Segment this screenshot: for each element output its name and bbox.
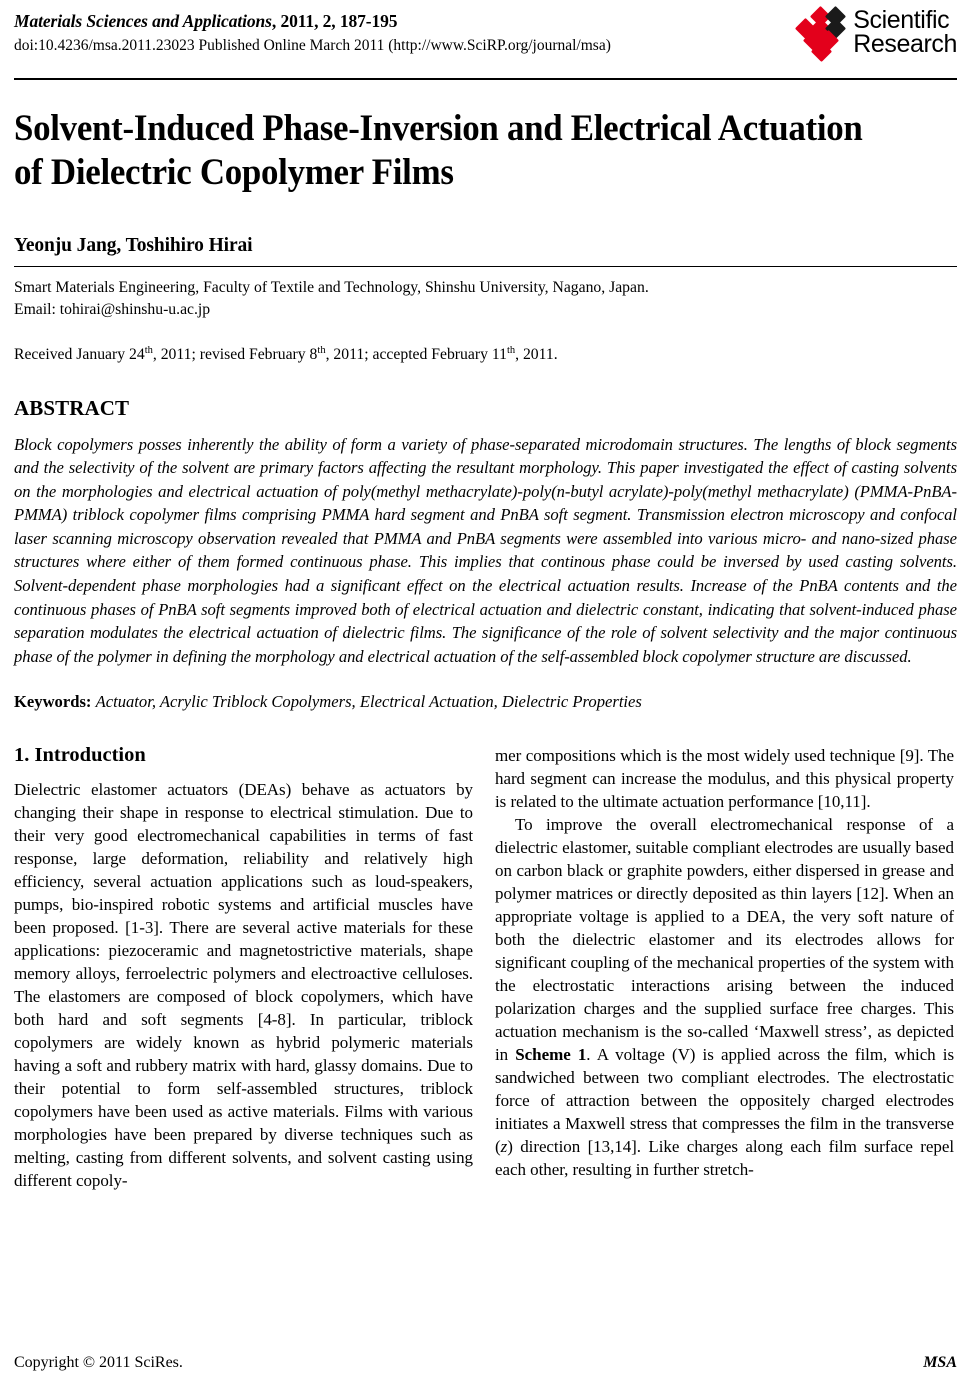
paragraph-part-a: To improve the overall electromechanical response of a dielectric elastomer, suitable compliant electrodes are usually based on carbon black or graphite powders, either dispersed in grease and polymer matrices or directly deposited as thin layers [12]. When an appropriate voltage is applied to a DEA, the very soft nature of both the dielectric elastomer and its electrodes allows for significant coupling of the mechanical properties of the system with the electrostatic interactions arising between the induced polarization charges and the supplied surface free charges. This actuation mechanism is the so-called ‘Maxwell stress’, as depicted in [495,814,954,1065]
paragraph-part-b: . A voltage (V) is applied across the film, which is sandwiched between two compliant electrodes. The electrostatic force of attraction between the oppositely charged electrodes initiates a Maxwell stress that compresses the film in the transverse ( [495,1045,955,1157]
paragraph [495,813,954,1182]
publisher-logo [795,8,957,59]
page-title: Solvent-Induced Phase-Inversion and Electrical Actuation of Dielectric Copolymer Films [14,108,863,194]
abstract-heading: ABSTRACT [14,395,130,420]
received-sup-3: th [506,345,516,357]
keywords-line [14,690,957,714]
paragraph: mer compositions which is the most widely used technique [9]. The hard segment can increase the modulus, and this physical property is related to the ultimate actuation performance [10,11]. [495,745,954,811]
body-columns [14,744,957,1193]
journal-citation-line [14,10,814,34]
received-mid-1: , 2011; revised February 8 [152,346,318,364]
paragraph: Dielectric elastomer actuators (DEAs) behave as actuators by changing their shape in response to electrical stimulation. Due to their very good electromechanical capabilities in terms of fast response, large deformation, reliability and relatively high efficiency, several actuation applications such as loud-speakers, pumps, bio-inspired robotic systems and artificial muscles have been proposed. [1-3]. There are several active materials for these applications: piezoceramic and magnetostrictive materials, shape memory alloys, ferroelectric polymers and electroactive celluloses. The elastomers are composed of block copolymers, which have both hard and soft segments [4-8]. In particular, triblock copolymers are widely known as hybrid polymeric materials having a soft and rubbery matrix with hard, glassy domains. Due to their potential to form self-assembled structures, triblock copolymers have been used as active materials. Films with various morphologies have been prepared by diverse techniques such as melting, casting from different solvents, and solvent casting using different copoly- [14,779,473,1191]
publisher-name-line1: Scientific [853,6,950,34]
publisher-name [853,8,957,59]
email-line: Email: tohirai@shinshu-u.ac.jp [14,300,211,318]
publisher-name-line2: Research [853,30,957,59]
axis-symbol: z [500,1137,508,1157]
section-heading-introduction: 1. Introduction [14,743,146,766]
received-tail: , 2011. [515,346,558,364]
scheme-reference: Scheme 1 [515,1045,587,1065]
keywords-values: Actuator, Acrylic Triblock Copolymers, Electrical Actuation, Dielectric Properties [95,692,642,712]
diamond-logo-icon [795,8,847,58]
affiliation-line: Smart Materials Engineering, Faculty of Textile and Technology, Shinshu University, Nagano, Japan. [14,278,649,296]
masthead-text [14,10,814,56]
received-sup-1: th [144,345,153,357]
received-mid-2: , 2011; accepted February 11 [325,346,507,364]
paragraph-part-c: ) direction [13,14]. Like charges along each film surface repel each other, resulting in further stretch- [495,1137,954,1180]
doi-line: doi:10.4236/msa.2011.23023 Published Online March 2011 (http://www.SciRP.org/journal/msa) [14,36,611,54]
received-dates [14,344,957,367]
received-pre: Received January 24 [14,346,145,364]
journal-abbreviation: MSA [923,1354,957,1371]
keywords-label [14,692,96,711]
received-sup-2: th [317,345,326,357]
right-column [495,744,954,1193]
masthead [14,6,957,72]
copyright-text: Copyright © 2011 SciRes. [14,1354,183,1371]
journal-issue-citation: , 2011, 2, 187-195 [271,11,398,31]
affiliation-block [14,277,957,322]
author-divider [14,266,957,267]
left-column [14,744,473,1193]
abstract-text: Block copolymers posses inherently the ability of form a variety of phase-separated microdomain structures. The lengths of block segments and the selectivity of the solvent are primary factors affecting the resultant morphology. This paper investigated the effect of casting solvents on the morphologies and electrical actuation of poly(methyl methacrylate)-poly(n-butyl acrylate)-poly(methyl methacrylate) (PMMA-PnBA-PMMA) triblock copolymer films comprising PMMA hard segment and PnBA soft segment. Transmission electron microscopy and confocal laser scanning microscopy observation revealed that PMMA and PnBA segments were assembled into various micro- and nano-sized phase structures where either of them formed continuous phase. This implies that continous phase could be inversed by used casting solvents. Solvent-dependent phase morphologies had a significant effect on the electrical actuation results. Increase of the PnBA contents and the continuous phases of PnBA soft segments improved both of electrical actuation and dielectric constant, indicating that solvent-induced phase separation modulates the electrical actuation of dielectric films. The significance of the role of solvent selectivity and the major continuous phase of the polymer in defining the morphology and electrical actuation of the self-assembled block copolymer structure are discussed. [14,434,957,666]
journal-name: Materials Sciences and Applications [14,11,272,31]
keywords-separator: : [85,692,96,712]
author-list: Yeonju Jang, Toshihiro Hirai [14,234,253,256]
masthead-divider [14,78,957,80]
page-footer [14,1354,957,1372]
keywords-label-text: Keywords [14,692,86,712]
